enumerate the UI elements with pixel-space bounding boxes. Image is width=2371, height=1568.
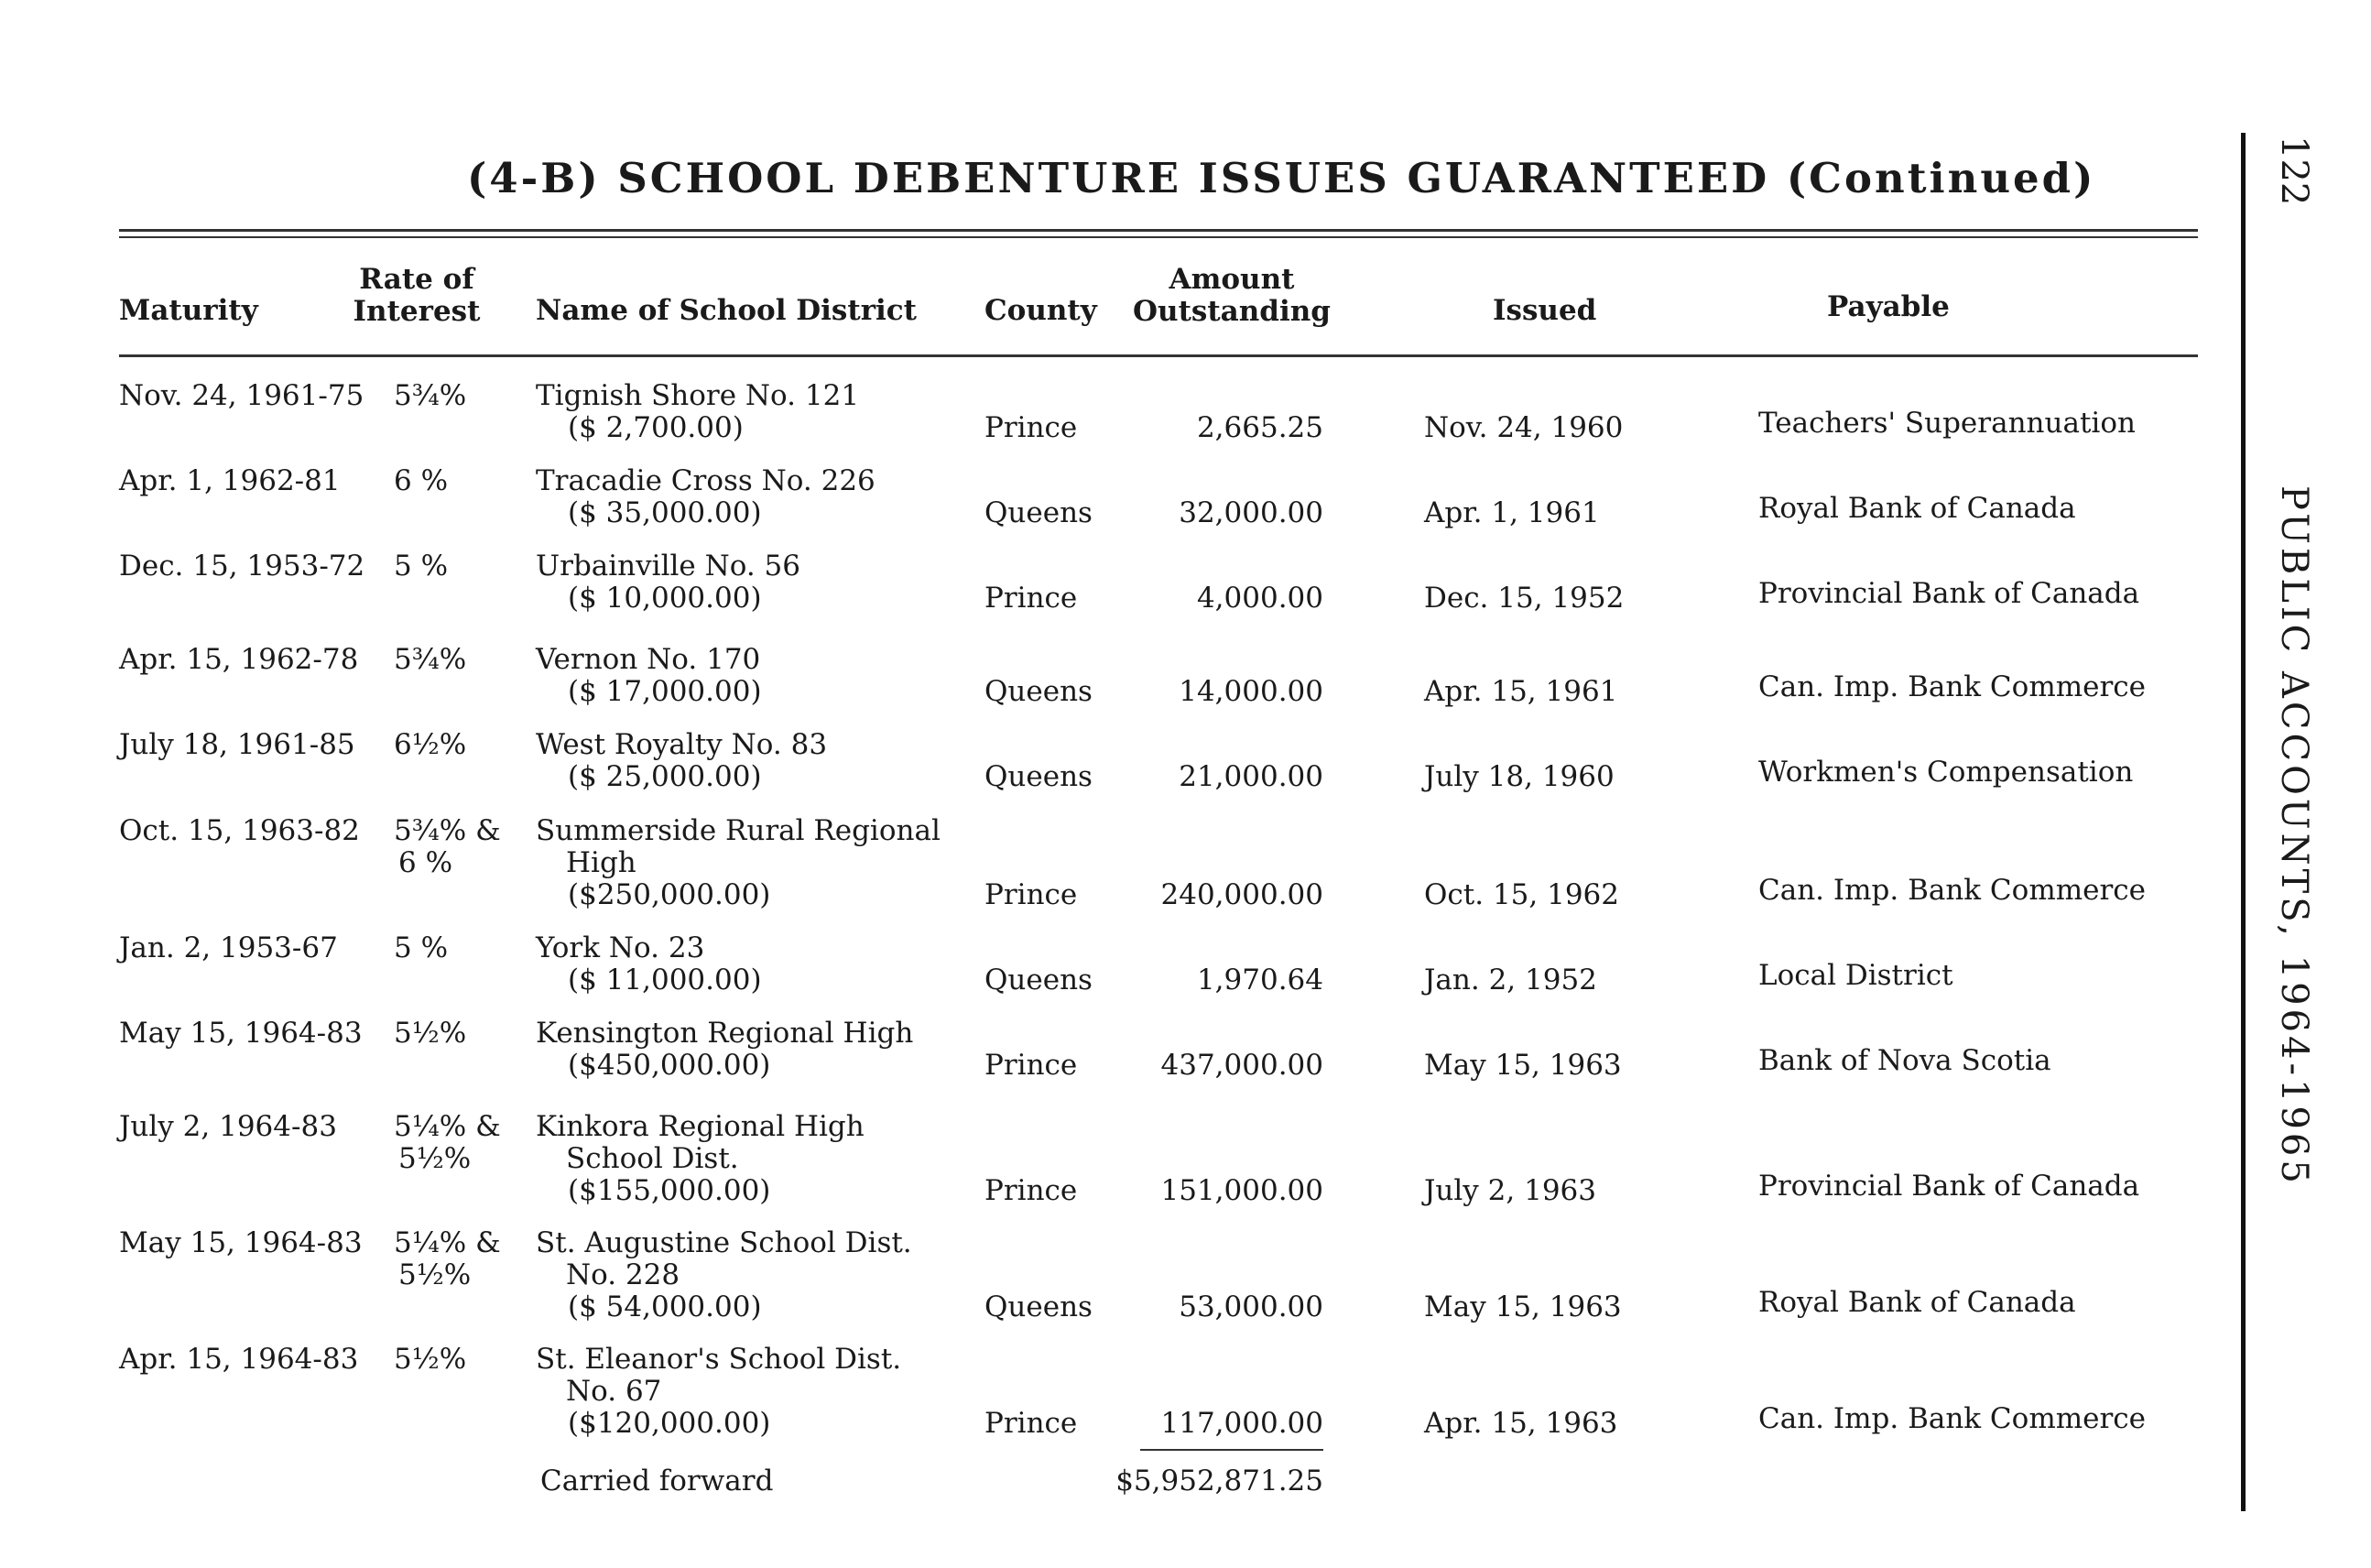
issued-cell: May 15, 1963 <box>1424 1049 1622 1082</box>
maturity-cell: Oct. 15, 1963-82 <box>119 814 360 847</box>
amount-cell: 1,970.64 <box>1196 964 1323 996</box>
issued-cell: Dec. 15, 1952 <box>1424 582 1625 615</box>
district-name-cell: West Royalty No. 83 <box>536 728 828 761</box>
rate-cell: 5¾% <box>394 643 467 676</box>
county-cell: Queens <box>984 964 1093 996</box>
county-cell: Queens <box>984 496 1093 529</box>
issued-cell: Nov. 24, 1960 <box>1424 411 1624 444</box>
county-cell: Queens <box>984 675 1093 708</box>
district-original-amount: ($ 10,000.00) <box>568 582 762 615</box>
amount-cell: 240,000.00 <box>1160 878 1323 911</box>
amount-cell: 2,665.25 <box>1196 411 1323 444</box>
amount-cell: 4,000.00 <box>1196 582 1323 615</box>
right-margin-rule <box>2241 133 2246 1511</box>
rate-cell: 5¼% & <box>394 1110 501 1143</box>
page-title <box>467 154 2095 202</box>
header-amount <box>1131 264 1332 328</box>
carried-forward-label: Carried forward <box>540 1465 774 1497</box>
rate-cell: 5¼% & <box>394 1226 501 1259</box>
county-cell: Queens <box>984 760 1093 793</box>
header-rule <box>119 354 2198 357</box>
county-cell: Prince <box>984 1174 1078 1207</box>
district-original-amount: ($ 25,000.00) <box>568 760 762 793</box>
issued-cell: Jan. 2, 1952 <box>1424 964 1597 996</box>
issued-cell: Oct. 15, 1962 <box>1424 878 1619 911</box>
amount-cell: 53,000.00 <box>1179 1290 1323 1323</box>
county-cell: Prince <box>984 582 1078 615</box>
maturity-cell: Apr. 15, 1962-78 <box>119 643 359 676</box>
header-payable: Payable <box>1827 290 1950 323</box>
rate-cell: 5¾% & <box>394 814 501 847</box>
header-name: Name of School District <box>536 294 918 327</box>
payable-cell: Provincial Bank of Canada <box>1758 577 2140 610</box>
payable-cell: Provincial Bank of Canada <box>1758 1170 2140 1203</box>
amount-cell: 151,000.00 <box>1160 1174 1323 1207</box>
amount-cell: 14,000.00 <box>1179 675 1323 708</box>
amount-cell: 437,000.00 <box>1160 1049 1323 1082</box>
amount-cell: 117,000.00 <box>1160 1407 1323 1440</box>
district-name-cell: Tracadie Cross No. 226 <box>536 464 876 497</box>
district-original-amount: ($120,000.00) <box>568 1407 771 1440</box>
page-number: 122 <box>2273 136 2315 206</box>
district-original-amount: ($450,000.00) <box>568 1049 771 1082</box>
maturity-cell: Nov. 24, 1961-75 <box>119 379 364 412</box>
payable-cell: Can. Imp. Bank Commerce <box>1758 1402 2146 1435</box>
issued-cell: July 18, 1960 <box>1424 760 1615 793</box>
payable-cell: Local District <box>1758 959 1953 992</box>
district-original-amount: ($ 54,000.00) <box>568 1290 762 1323</box>
payable-cell: Teachers' Superannuation <box>1758 407 2136 440</box>
rate-cell-line2: 6 % <box>398 846 453 879</box>
rate-cell: 6½% <box>394 728 467 761</box>
district-original-amount: ($250,000.00) <box>568 878 771 911</box>
rate-cell: 6 % <box>394 464 449 497</box>
district-name-cell: York No. 23 <box>536 931 705 964</box>
county-cell: Queens <box>984 1290 1093 1323</box>
district-name-cell: Summerside Rural Regional <box>536 814 941 847</box>
rate-cell: 5 % <box>394 550 449 583</box>
rate-cell-line2: 5½% <box>398 1258 472 1291</box>
maturity-cell: May 15, 1964-83 <box>119 1017 363 1050</box>
maturity-cell: July 18, 1961-85 <box>119 728 355 761</box>
payable-cell: Can. Imp. Bank Commerce <box>1758 874 2146 907</box>
header-maturity: Maturity <box>119 294 258 327</box>
rate-cell: 5½% <box>394 1343 467 1376</box>
district-name-line2: No. 67 <box>566 1375 662 1408</box>
rate-cell: 5 % <box>394 931 449 964</box>
top-rule <box>119 229 2198 232</box>
district-name-cell: Kensington Regional High <box>536 1017 914 1050</box>
issued-cell: Apr. 1, 1961 <box>1424 496 1600 529</box>
header-county: County <box>984 294 1097 327</box>
header-rate-line2: Interest <box>353 295 481 328</box>
header-rate <box>353 264 481 328</box>
county-cell: Prince <box>984 1049 1078 1082</box>
district-name-cell: St. Eleanor's School Dist. <box>536 1343 902 1376</box>
total-rule <box>1140 1449 1323 1451</box>
title-suffix: (Continued) <box>1786 154 2096 202</box>
rate-cell: 5½% <box>394 1017 467 1050</box>
district-name-cell: St. Augustine School Dist. <box>536 1226 912 1259</box>
running-header: PUBLIC ACCOUNTS, 1964-1965 <box>2273 485 2315 1187</box>
district-name-line2: No. 228 <box>566 1258 680 1291</box>
district-name-line2: School Dist. <box>566 1142 739 1175</box>
district-name-cell: Vernon No. 170 <box>536 643 761 676</box>
top-rule-lower <box>119 236 2198 238</box>
issued-cell: July 2, 1963 <box>1424 1174 1596 1207</box>
header-amount-line1: Amount <box>1169 263 1295 296</box>
payable-cell: Bank of Nova Scotia <box>1758 1044 2051 1077</box>
county-cell: Prince <box>984 411 1078 444</box>
rate-cell: 5¾% <box>394 379 467 412</box>
carried-forward-total: $5,952,871.25 <box>1115 1465 1323 1497</box>
maturity-cell: Dec. 15, 1953-72 <box>119 550 365 583</box>
maturity-cell: July 2, 1964-83 <box>119 1110 337 1143</box>
header-rate-line1: Rate of <box>359 263 474 296</box>
payable-cell: Workmen's Compensation <box>1758 756 2134 789</box>
maturity-cell: Jan. 2, 1953-67 <box>119 931 338 964</box>
maturity-cell: Apr. 1, 1962-81 <box>119 464 341 497</box>
district-name-cell: Kinkora Regional High <box>536 1110 865 1143</box>
county-cell: Prince <box>984 1407 1078 1440</box>
district-original-amount: ($ 35,000.00) <box>568 496 762 529</box>
maturity-cell: May 15, 1964-83 <box>119 1226 363 1259</box>
district-name-line2: High <box>566 846 636 879</box>
header-issued: Issued <box>1493 294 1597 327</box>
district-original-amount: ($ 17,000.00) <box>568 675 762 708</box>
payable-cell: Can. Imp. Bank Commerce <box>1758 670 2146 703</box>
issued-cell: May 15, 1963 <box>1424 1290 1622 1323</box>
amount-cell: 21,000.00 <box>1179 760 1323 793</box>
district-name-cell: Tignish Shore No. 121 <box>536 379 860 412</box>
district-name-cell: Urbainville No. 56 <box>536 550 801 583</box>
title-text: (4-B) SCHOOL DEBENTURE ISSUES GUARANTEED <box>467 154 1770 202</box>
payable-cell: Royal Bank of Canada <box>1758 492 2076 525</box>
maturity-cell: Apr. 15, 1964-83 <box>119 1343 359 1376</box>
issued-cell: Apr. 15, 1963 <box>1424 1407 1618 1440</box>
rate-cell-line2: 5½% <box>398 1142 472 1175</box>
payable-cell: Royal Bank of Canada <box>1758 1286 2076 1319</box>
amount-cell: 32,000.00 <box>1179 496 1323 529</box>
county-cell: Prince <box>984 878 1078 911</box>
district-original-amount: ($ 2,700.00) <box>568 411 744 444</box>
district-original-amount: ($155,000.00) <box>568 1174 771 1207</box>
issued-cell: Apr. 15, 1961 <box>1424 675 1618 708</box>
header-amount-line2: Outstanding <box>1133 295 1331 328</box>
district-original-amount: ($ 11,000.00) <box>568 964 762 996</box>
